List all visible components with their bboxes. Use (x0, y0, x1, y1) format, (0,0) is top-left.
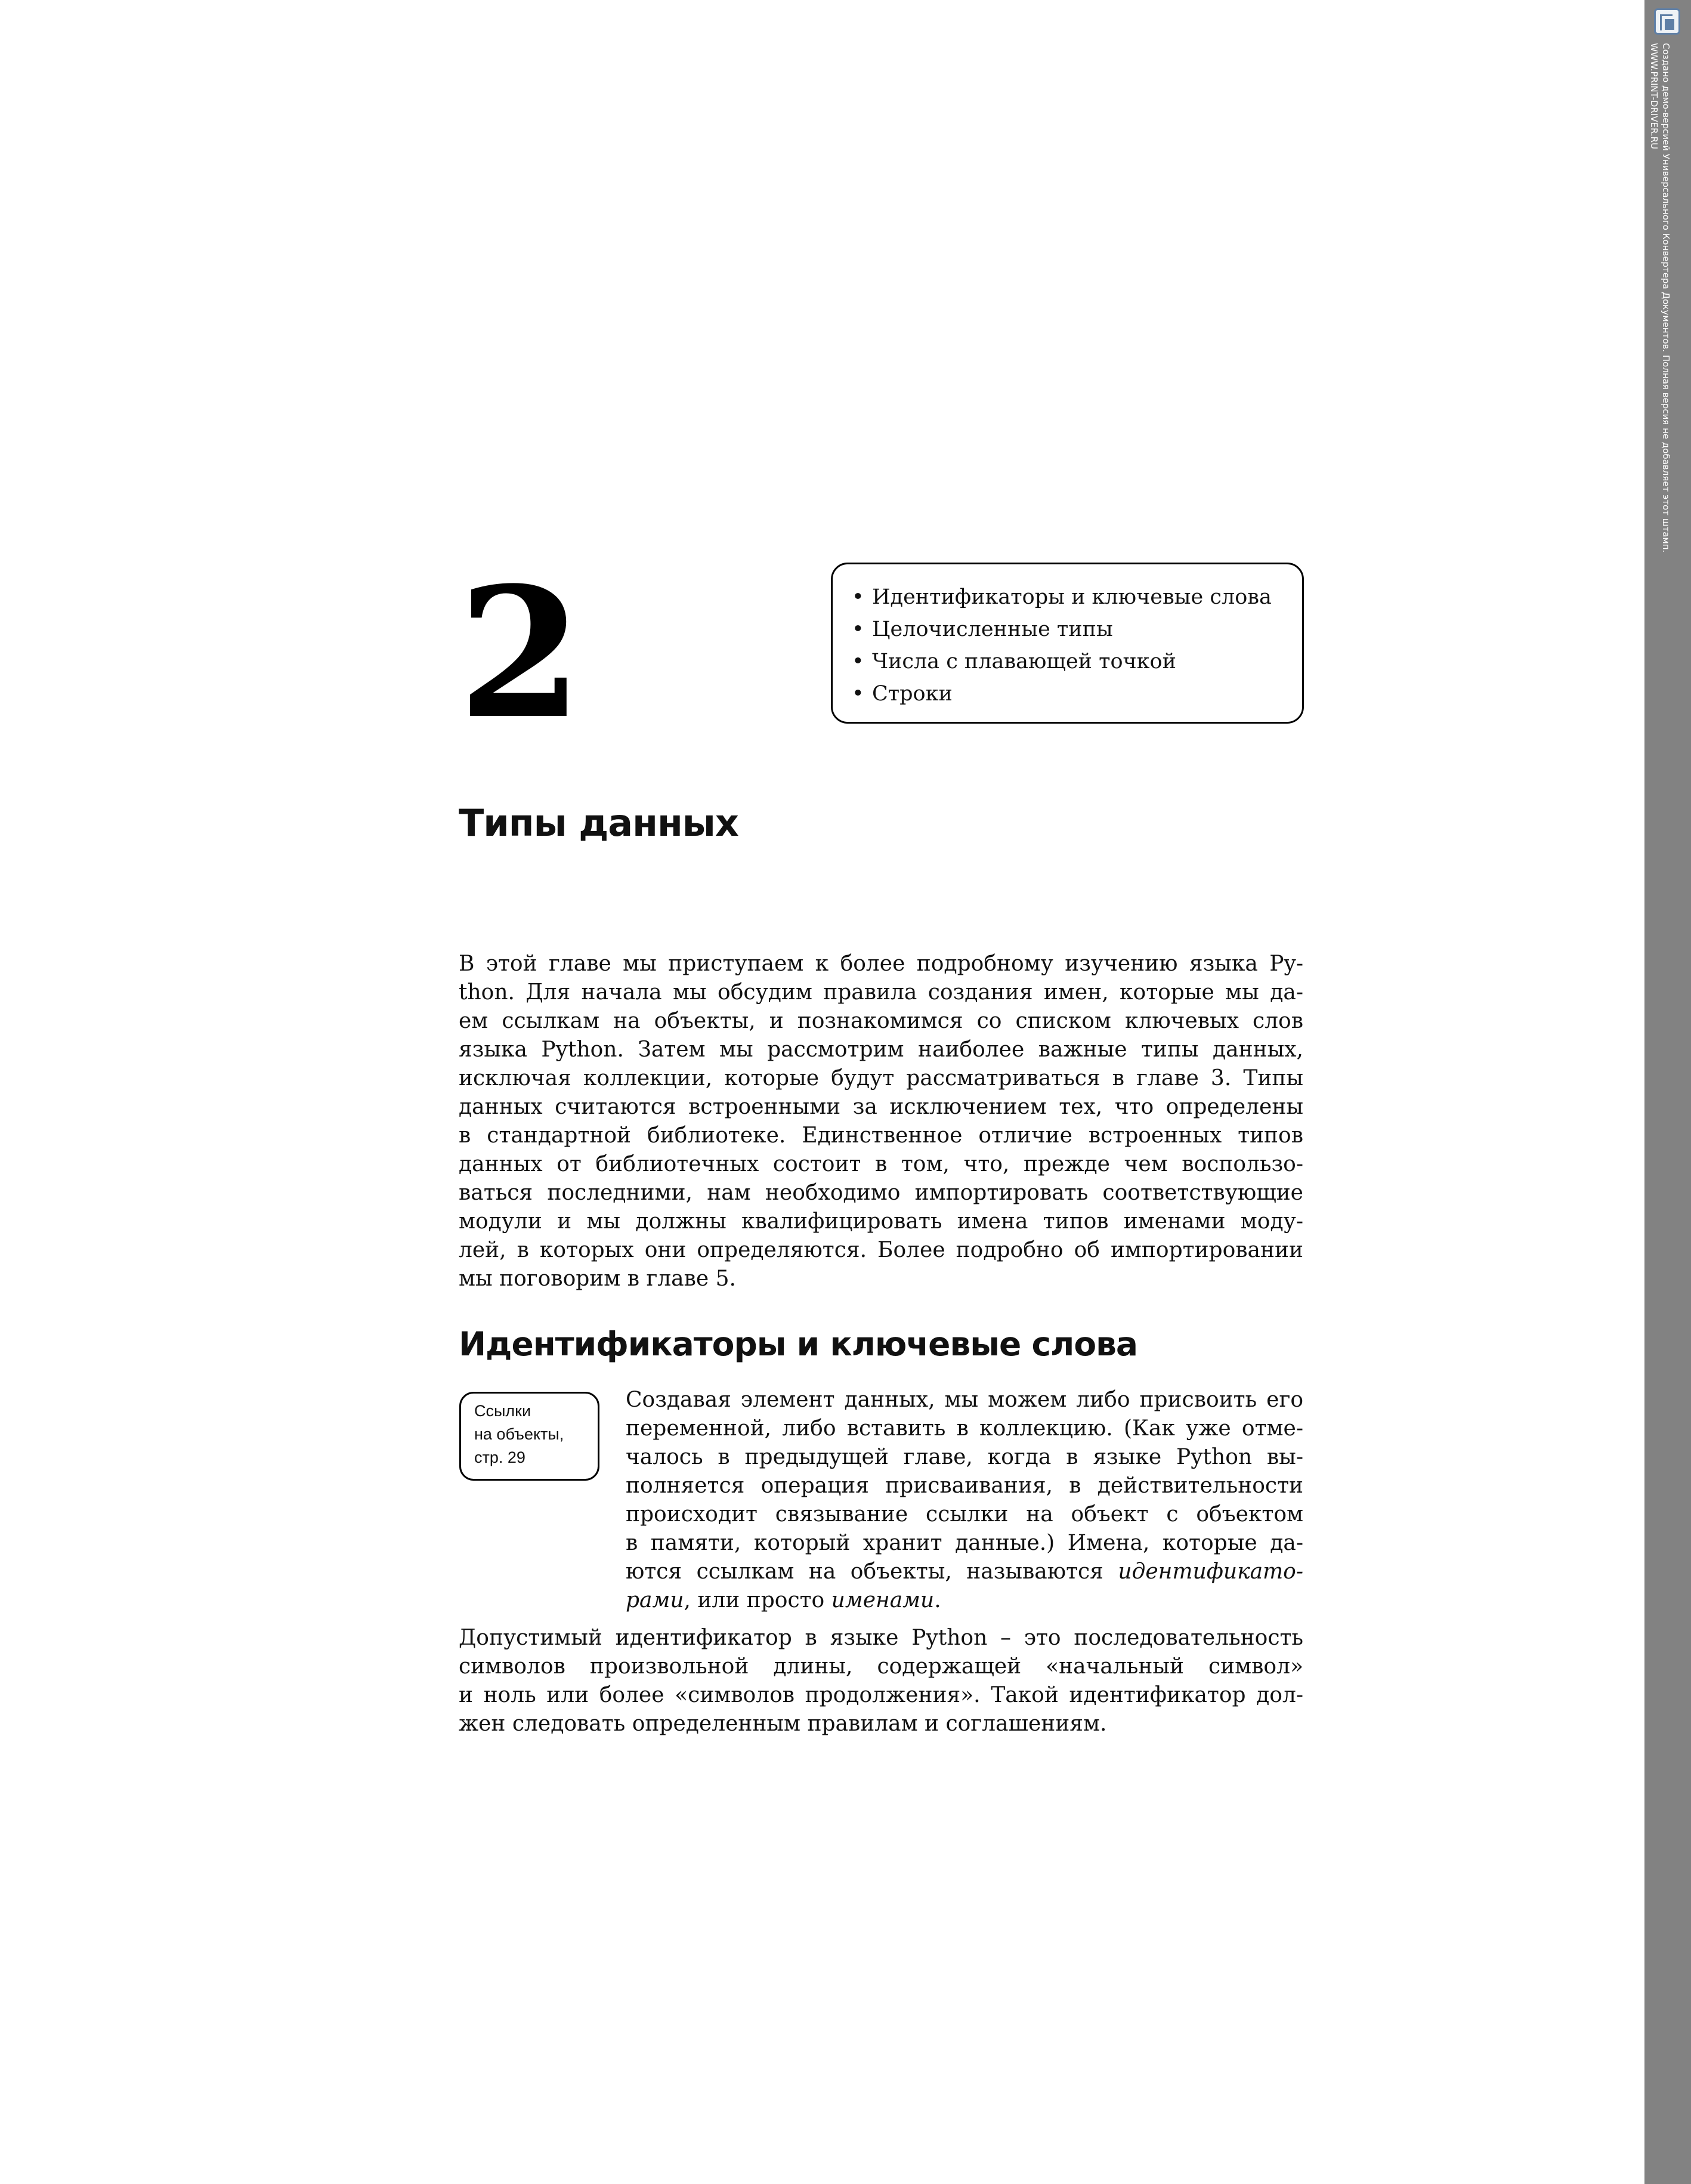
margin-note-line: на объекты, (474, 1425, 564, 1443)
text-fragment: ются ссылкам на объекты, называются (626, 1559, 1118, 1584)
intro-paragraph (459, 950, 1303, 1293)
converter-logo-icon (1654, 8, 1680, 35)
watermark-strip (1644, 0, 1691, 2184)
text-line: и ноль или более «символов продолжения». Такой идентификатор дол- (459, 1683, 1303, 1707)
identifiers-paragraph-1 (626, 1386, 1303, 1615)
topic-item: • Идентификаторы и ключевые слова (851, 581, 1284, 613)
identifiers-paragraph-2 (459, 1624, 1303, 1738)
text-line: языка Python. Затем мы рассмотрим наиболее важные типы данных, (459, 1037, 1303, 1062)
text-line (626, 1558, 1303, 1586)
chapter-title: Типы данных (459, 801, 738, 845)
text-line: данных от библиотечных состоит в том, что, прежде чем воспользо- (459, 1152, 1303, 1176)
chapter-topics-box (831, 563, 1304, 724)
text-line: в стандартной библиотеке. Единственное отличие встроенных типов (459, 1123, 1303, 1148)
watermark-line-1: Создано демо-версией Универсального Конвертера Документов. Полная версия не добавляет этот штамп. (1661, 43, 1671, 553)
chapter-number: 2 (458, 548, 578, 758)
emphasized-term: рами (626, 1588, 684, 1612)
text-line: мы поговорим в главе 5. (459, 1266, 736, 1291)
text-line: thon. Для начала мы обсудим правила создания имен, которые мы да- (459, 980, 1303, 1005)
text-line: модули и мы должны квалифицировать имена типов именами моду- (459, 1209, 1303, 1234)
margin-note-cross-reference (459, 1392, 599, 1481)
text-line: Создавая элемент данных, мы можем либо присвоить его (626, 1388, 1303, 1412)
text-line: жен следовать определенным правилам и соглашениям. (459, 1712, 1107, 1736)
text-line: данных считаются встроенными за исключением тех, что определены (459, 1095, 1303, 1119)
watermark-line-2: WWW.PRINT-DRIVER.RU (1649, 43, 1659, 150)
text-line: Допустимый идентификатор в языке Python – это последовательность (459, 1626, 1303, 1650)
text-line: происходит связывание ссылки на объект с объектом (626, 1502, 1303, 1527)
section-title: Идентификаторы и ключевые слова (459, 1325, 1138, 1363)
topic-item: • Строки (851, 678, 1284, 710)
margin-note-line: Ссылки (474, 1402, 531, 1420)
text-line: ем ссылкам на объекты, и познакомимся со списком ключевых слов (459, 1009, 1303, 1033)
text-fragment: . (934, 1588, 941, 1612)
topic-item: • Числа с плавающей точкой (851, 645, 1284, 678)
text-line (626, 1586, 1303, 1615)
text-line: чалось в предыдущей главе, когда в языке Python вы- (626, 1445, 1303, 1469)
text-line: лей, в которых они определяются. Более подробно об импортировании (459, 1238, 1303, 1262)
text-line: ваться последними, нам необходимо импортировать соответствующие (459, 1181, 1303, 1205)
text-line: в памяти, который хранит данные.) Имена, которые да- (626, 1531, 1303, 1555)
topic-item: • Целочисленные типы (851, 613, 1284, 645)
text-line: переменной, либо вставить в коллекцию. (Как уже отме- (626, 1416, 1303, 1441)
margin-note-line: стр. 29 (474, 1448, 525, 1466)
text-line: В этой главе мы приступаем к более подробному изучению языка Py- (459, 952, 1303, 976)
watermark-text (1648, 43, 1672, 552)
text-line: полняется операция присваивания, в действительности (626, 1473, 1303, 1498)
chapter-topics-list (851, 581, 1284, 710)
emphasized-term: именами (831, 1588, 935, 1612)
emphasized-term: идентификато- (1118, 1559, 1303, 1584)
text-fragment: , или просто (684, 1588, 831, 1612)
text-line: символов произвольной длины, содержащей «начальный символ» (459, 1654, 1303, 1679)
text-line: исключая коллекции, которые будут рассматриваться в главе 3. Типы (459, 1066, 1303, 1091)
